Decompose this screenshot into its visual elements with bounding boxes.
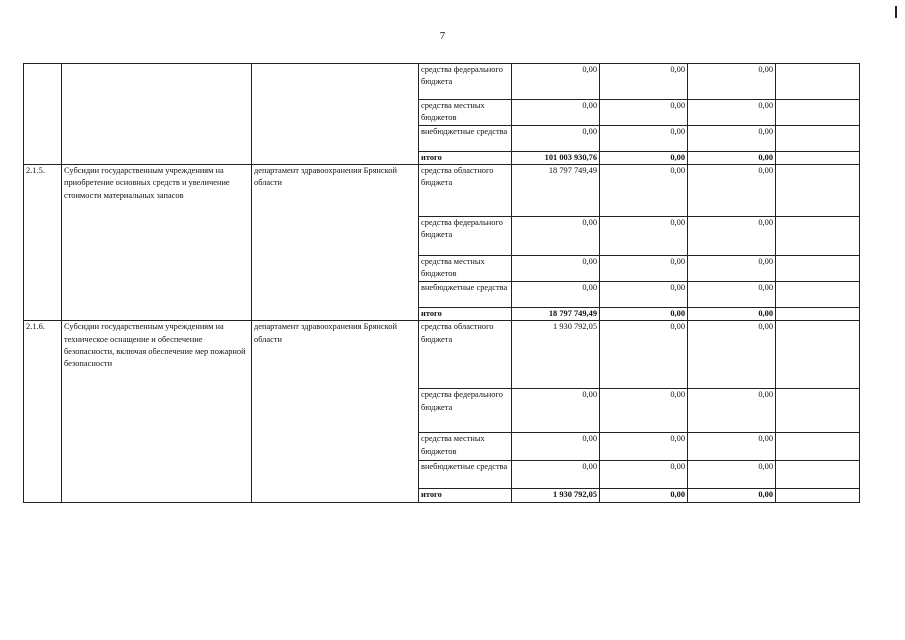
source-cell: итого: [419, 489, 512, 502]
value-cell: 0,00: [688, 152, 776, 165]
blank-cell: [776, 100, 860, 126]
value-cell: 0,00: [688, 64, 776, 100]
source-cell: внебюджетные средства: [419, 461, 512, 489]
value-cell: 0,00: [512, 282, 600, 308]
blank-cell: [776, 64, 860, 100]
scan-edge-mark: [895, 6, 897, 18]
blank-cell: [776, 489, 860, 502]
value-cell: 0,00: [600, 217, 688, 256]
name-cell: Субсидии государственным учреждениям на приобретение основных средств и увеличение стоимости материальных запасов: [62, 165, 252, 321]
value-cell: 0,00: [600, 165, 688, 217]
value-cell: 0,00: [688, 433, 776, 461]
executor-cell: [252, 64, 419, 165]
source-cell: итого: [419, 308, 512, 321]
value-cell: 0,00: [688, 217, 776, 256]
value-cell: 0,00: [688, 256, 776, 282]
value-cell: 0,00: [688, 165, 776, 217]
value-cell: 0,00: [600, 64, 688, 100]
table-row: [24, 165, 860, 217]
value-cell: 0,00: [600, 389, 688, 433]
value-cell: 0,00: [512, 389, 600, 433]
value-cell: 0,00: [688, 321, 776, 389]
source-cell: средства федерального бюджета: [419, 389, 512, 433]
value-cell: 0,00: [688, 389, 776, 433]
source-cell: внебюджетные средства: [419, 126, 512, 152]
value-cell: 0,00: [688, 100, 776, 126]
code-cell: 2.1.5.: [24, 165, 62, 321]
blank-cell: [776, 389, 860, 433]
source-cell: средства местных бюджетов: [419, 433, 512, 461]
source-cell: средства областного бюджета: [419, 321, 512, 389]
value-cell: 0,00: [688, 461, 776, 489]
executor-cell: департамент здравоохранения Брянской области: [252, 321, 419, 502]
budget-table: [23, 63, 860, 503]
value-cell: 0,00: [688, 282, 776, 308]
value-cell: 18 797 749,49: [512, 165, 600, 217]
source-cell: средства областного бюджета: [419, 165, 512, 217]
code-cell: [24, 64, 62, 165]
table-row: [24, 321, 860, 389]
value-cell: 0,00: [600, 321, 688, 389]
value-cell: 0,00: [512, 461, 600, 489]
value-cell: 0,00: [688, 126, 776, 152]
value-cell: 0,00: [600, 100, 688, 126]
value-cell: 0,00: [512, 100, 600, 126]
source-cell: внебюджетные средства: [419, 282, 512, 308]
source-cell: средства федерального бюджета: [419, 217, 512, 256]
source-cell: средства местных бюджетов: [419, 256, 512, 282]
value-cell: 0,00: [688, 308, 776, 321]
value-cell: 0,00: [600, 282, 688, 308]
blank-cell: [776, 308, 860, 321]
value-cell: 0,00: [512, 217, 600, 256]
source-cell: средства местных бюджетов: [419, 100, 512, 126]
executor-cell: департамент здравоохранения Брянской области: [252, 165, 419, 321]
value-cell: 1 930 792,05: [512, 489, 600, 502]
blank-cell: [776, 165, 860, 217]
value-cell: 0,00: [512, 256, 600, 282]
value-cell: 18 797 749,49: [512, 308, 600, 321]
value-cell: 0,00: [600, 489, 688, 502]
blank-cell: [776, 321, 860, 389]
value-cell: 0,00: [512, 126, 600, 152]
value-cell: 0,00: [600, 461, 688, 489]
blank-cell: [776, 126, 860, 152]
value-cell: 1 930 792,05: [512, 321, 600, 389]
value-cell: 0,00: [512, 433, 600, 461]
value-cell: 0,00: [600, 308, 688, 321]
blank-cell: [776, 461, 860, 489]
value-cell: 0,00: [600, 433, 688, 461]
value-cell: 0,00: [600, 152, 688, 165]
source-cell: итого: [419, 152, 512, 165]
code-cell: 2.1.6.: [24, 321, 62, 502]
source-cell: средства федерального бюджета: [419, 64, 512, 100]
value-cell: 101 003 930,76: [512, 152, 600, 165]
value-cell: 0,00: [600, 126, 688, 152]
table-row: [24, 64, 860, 100]
value-cell: 0,00: [512, 64, 600, 100]
blank-cell: [776, 433, 860, 461]
blank-cell: [776, 217, 860, 256]
value-cell: 0,00: [600, 256, 688, 282]
name-cell: [62, 64, 252, 165]
blank-cell: [776, 152, 860, 165]
value-cell: 0,00: [688, 489, 776, 502]
blank-cell: [776, 282, 860, 308]
blank-cell: [776, 256, 860, 282]
name-cell: Субсидии государственным учреждениям на техническое оснащение и обеспечение безопасности, включая обеспечение мер пожарной безопасности: [62, 321, 252, 502]
page-number: 7: [439, 30, 446, 42]
